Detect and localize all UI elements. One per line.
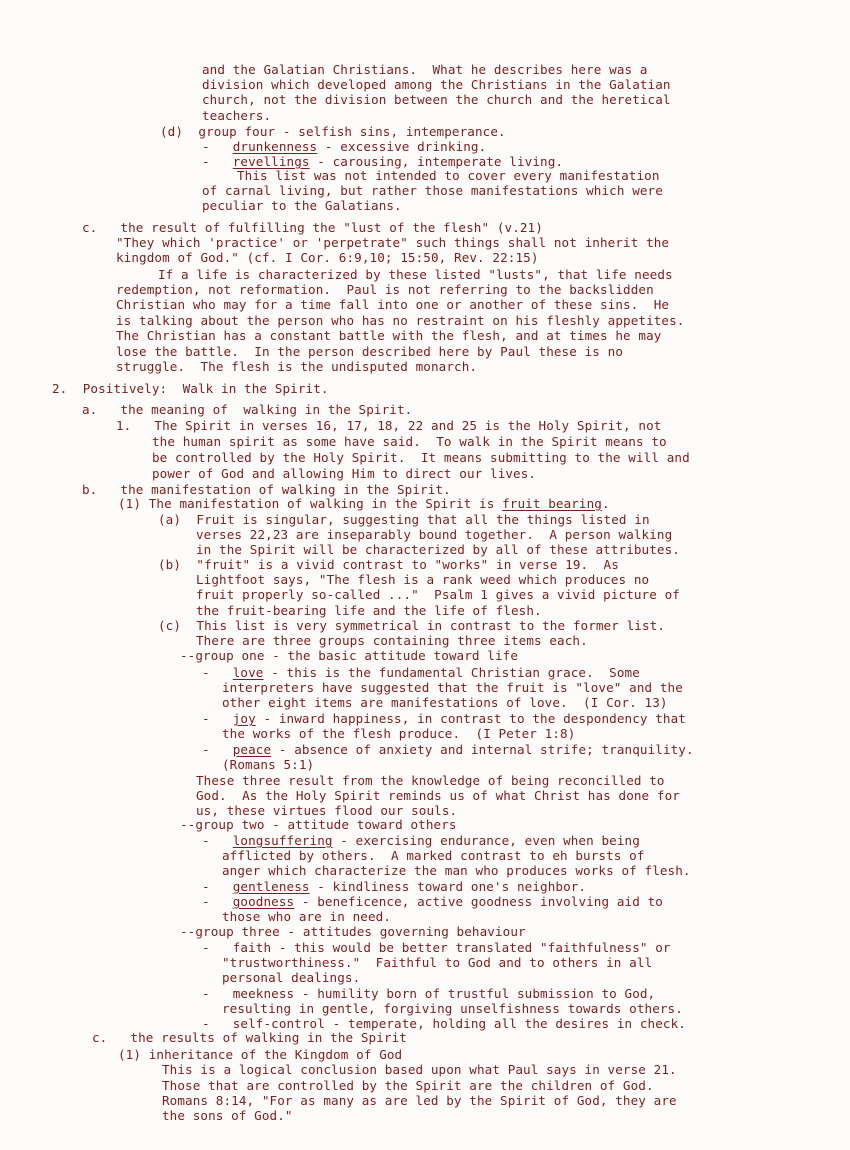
underlined-term: love xyxy=(232,665,264,680)
text-line: in the Spirit will be characterized by all of these attributes. xyxy=(196,542,680,557)
text-line: redemption, not reformation. Paul is not referring to the backslidden xyxy=(116,282,654,297)
underlined-term: fruit bearing xyxy=(502,496,602,511)
text-line: (b) "fruit" is a vivid contrast to "works" in verse 19. As xyxy=(158,557,619,572)
underlined-term: revellings xyxy=(232,154,310,169)
text-line: those who are in need. xyxy=(222,909,392,924)
text-line: If a life is characterized by these listed "lusts", that life needs xyxy=(158,267,673,282)
underlined-term: longsuffering xyxy=(232,833,333,848)
text-line: (c) This list is very symmetrical in contrast to the former list. xyxy=(158,618,666,633)
text-line: (1) The manifestation of walking in the Spirit is fruit bearing. xyxy=(118,496,610,511)
text-line: division which developed among the Christians in the Galatian xyxy=(202,77,671,92)
text-line: --group one - the basic attitude toward life xyxy=(180,648,519,663)
text-line: anger which characterize the man who produces works of flesh. xyxy=(222,863,691,878)
text-line: us, these virtues flood our souls. xyxy=(196,803,458,818)
text-line: verses 22,23 are inseparably bound together. A person walking xyxy=(196,527,673,542)
text-line: a. the meaning of walking in the Spirit. xyxy=(82,402,413,417)
text-line: of carnal living, but rather those manifestations which were xyxy=(202,183,663,198)
text-line: - love - this is the fundamental Christian grace. Some xyxy=(202,665,640,680)
text-line: "They which 'practice' or 'perpetrate" such things shall not inherit the xyxy=(116,235,670,250)
text-line: - goodness - beneficence, active goodness involving aid to xyxy=(202,894,663,909)
underlined-term: peace xyxy=(232,742,272,757)
text-line: teachers. xyxy=(202,108,272,123)
text-line: interpreters have suggested that the fruit is "love" and the xyxy=(222,680,683,695)
underlined-term: joy xyxy=(232,711,256,726)
text-line: Those that are controlled by the Spirit are the children of God. xyxy=(162,1078,654,1093)
text-line: - joy - inward happiness, in contrast to the despondency that xyxy=(202,711,686,726)
text-line: There are three groups containing three items each. xyxy=(196,633,588,648)
text-line: kingdom of God." (cf. I Cor. 6:9,10; 15:50, Rev. 22:15) xyxy=(116,250,539,265)
text-line: struggle. The flesh is the undisputed monarch. xyxy=(116,359,478,374)
text-line: - peace - absence of anxiety and internal strife; tranquility. xyxy=(202,742,694,757)
text-line: Christian who may for a time fall into one or another of these sins. He xyxy=(116,297,670,312)
text-line: the fruit-bearing life and the life of flesh. xyxy=(196,603,542,618)
underlined-term: goodness xyxy=(232,894,295,909)
text-line: Lightfoot says, "The flesh is a rank weed which produces no xyxy=(196,572,650,587)
text-line: c. the results of walking in the Spirit xyxy=(92,1030,407,1045)
text-line: - longsuffering - exercising endurance, even when being xyxy=(202,833,640,848)
underlined-term: drunkenness xyxy=(232,139,318,154)
text-line: church, not the division between the church and the heretical xyxy=(202,92,671,107)
text-line: - gentleness - kindliness toward one's neighbor. xyxy=(202,879,587,894)
text-line: be controlled by the Holy Spirit. It means submitting to the will and xyxy=(152,450,690,465)
text-line: (Romans 5:1) xyxy=(222,757,315,772)
text-line: fruit properly so-called ..." Psalm 1 gives a vivid picture of xyxy=(196,587,680,602)
text-line: b. the manifestation of walking in the Spirit. xyxy=(82,482,451,497)
text-line: These three result from the knowledge of being reconcilled to xyxy=(196,773,665,788)
text-line: - meekness - humility born of trustful submission to God, xyxy=(202,986,656,1001)
text-line: 1. The Spirit in verses 16, 17, 18, 22 and 25 is the Holy Spirit, not xyxy=(116,418,662,433)
text-line: the works of the flesh produce. (I Peter 1:8) xyxy=(222,726,576,741)
text-line: 2. Positively: Walk in the Spirit. xyxy=(52,381,329,396)
text-line: personal dealings. xyxy=(222,970,361,985)
text-line: is talking about the person who has no restraint on his fleshly appetites. xyxy=(116,313,685,328)
text-line: (d) group four - selfish sins, intemperance. xyxy=(160,124,506,139)
text-line: lose the battle. In the person described here by Paul these is no xyxy=(116,344,624,359)
text-line: The Christian has a constant battle with the flesh, and at times he may xyxy=(116,328,662,343)
text-line: - faith - this would be better translated "faithfulness" or xyxy=(202,940,671,955)
text-line: peculiar to the Galatians. xyxy=(202,198,402,213)
text-line: power of God and allowing Him to direct our lives. xyxy=(152,466,537,481)
text-line: other eight items are manifestations of love. (I Cor. 13) xyxy=(222,695,668,710)
text-line: God. As the Holy Spirit reminds us of what Christ has done for xyxy=(196,788,680,803)
text-line: - self-control - temperate, holding all the desires in check. xyxy=(202,1016,686,1031)
text-line: - drunkenness - excessive drinking. xyxy=(202,139,487,154)
text-line: This list was not intended to cover every manifestation xyxy=(237,168,660,183)
text-line: --group two - attitude toward others xyxy=(180,817,457,832)
text-line: (1) inheritance of the Kingdom of God xyxy=(118,1047,403,1062)
text-line: --group three - attitudes governing behaviour xyxy=(180,924,526,939)
text-line: afflicted by others. A marked contrast to eh bursts of xyxy=(222,848,645,863)
text-line: resulting in gentle, forgiving unselfishness towards others. xyxy=(222,1001,683,1016)
text-line: - revellings - carousing, intemperate living. xyxy=(202,154,564,169)
underlined-term: gentleness xyxy=(232,879,310,894)
text-line: This is a logical conclusion based upon what Paul says in verse 21. xyxy=(162,1062,677,1077)
text-line: Romans 8:14, "For as many as are led by the Spirit of God, they are xyxy=(162,1093,677,1108)
text-line: the human spirit as some have said. To walk in the Spirit means to xyxy=(152,434,667,449)
text-line: and the Galatian Christians. What he describes here was a xyxy=(202,62,648,77)
text-line: (a) Fruit is singular, suggesting that all the things listed in xyxy=(158,512,650,527)
text-line: c. the result of fulfilling the "lust of the flesh" (v.21) xyxy=(82,220,543,235)
text-line: the sons of God." xyxy=(162,1108,293,1123)
text-line: "trustworthiness." Faithful to God and to others in all xyxy=(222,955,653,970)
